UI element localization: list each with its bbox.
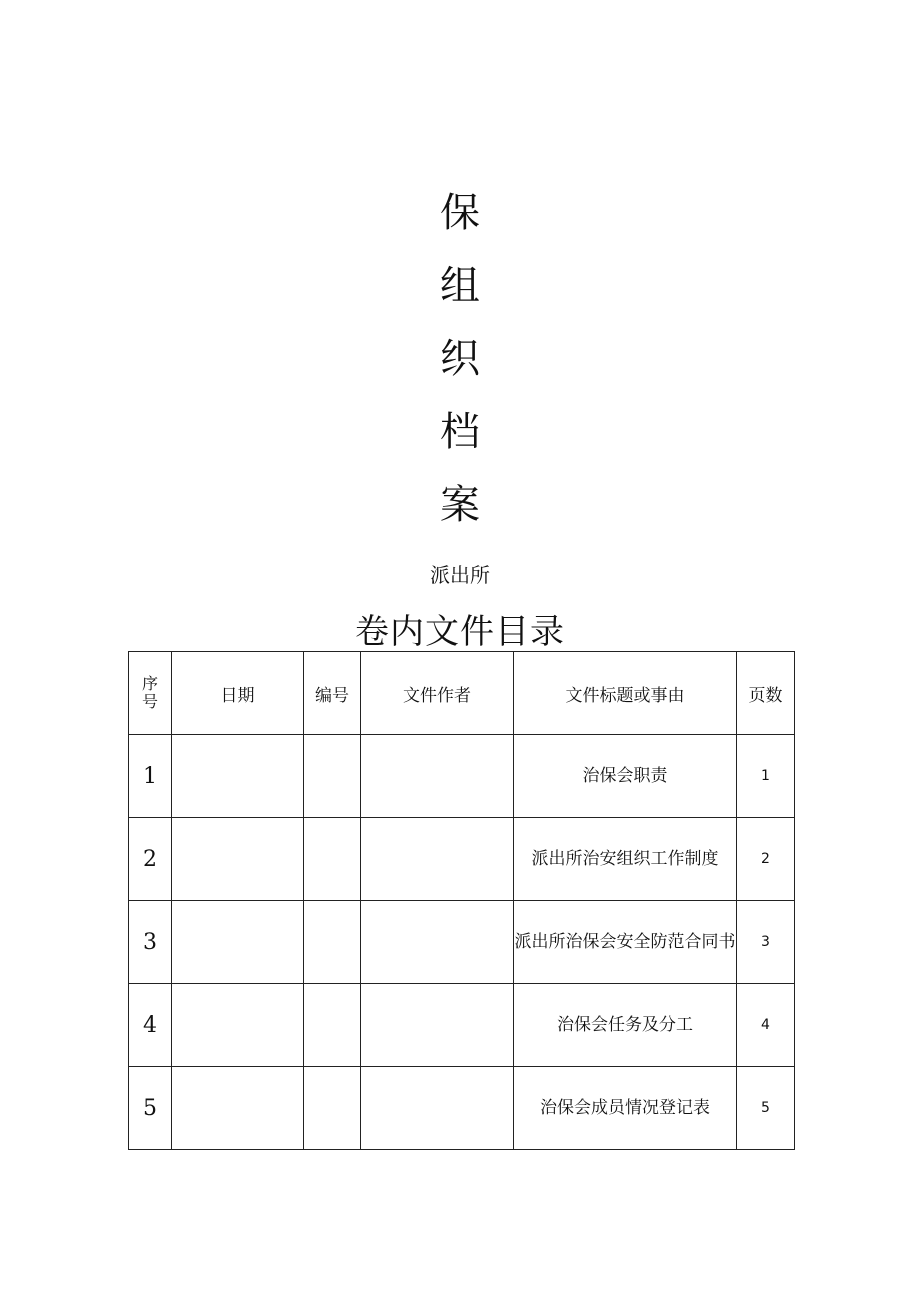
row-author [361,901,514,984]
title-char: 织 [440,336,480,382]
table-row [129,901,795,984]
row-number [304,984,361,1067]
row-number [304,1067,361,1150]
title-char: 档 [440,409,480,455]
row-title: 派出所治保会安全防范合同书 [514,901,737,984]
row-pages: 3 [737,901,795,984]
row-pages: 4 [737,984,795,1067]
row-title: 治保会任务及分工 [514,984,737,1067]
title-char: 案 [440,482,480,528]
header-title: 文件标题或事由 [514,652,737,735]
row-seq: 1 [129,735,172,818]
row-author [361,984,514,1067]
header-row [129,652,795,735]
title-char: 组 [440,263,480,309]
header-seq [129,652,172,735]
table-row [129,735,795,818]
header-number: 编号 [304,652,361,735]
row-title: 派出所治安组织工作制度 [514,818,737,901]
header-seq-line1: 序 [141,674,158,693]
title-char: 保 [440,190,480,236]
row-seq: 3 [129,901,172,984]
row-number [304,735,361,818]
row-date [172,984,304,1067]
row-date [172,901,304,984]
row-date [172,1067,304,1150]
table-row [129,984,795,1067]
station-name: 派出所 [430,563,490,587]
header-author: 文件作者 [361,652,514,735]
catalog-title: 卷内文件目录 [355,612,565,652]
vertical-title [0,185,920,550]
row-title: 治保会职责 [514,735,737,818]
row-date [172,818,304,901]
row-pages: 2 [737,818,795,901]
row-title: 治保会成员情况登记表 [514,1067,737,1150]
row-seq: 2 [129,818,172,901]
row-pages: 5 [737,1067,795,1150]
row-date [172,735,304,818]
header-seq-line2: 号 [141,692,158,711]
catalog-table [128,651,795,1150]
header-date: 日期 [172,652,304,735]
row-pages: 1 [737,735,795,818]
row-seq: 5 [129,1067,172,1150]
row-author [361,1067,514,1150]
row-number [304,901,361,984]
table-row [129,1067,795,1150]
row-author [361,735,514,818]
header-pages: 页数 [737,652,795,735]
table-row [129,818,795,901]
row-number [304,818,361,901]
row-seq: 4 [129,984,172,1067]
row-author [361,818,514,901]
